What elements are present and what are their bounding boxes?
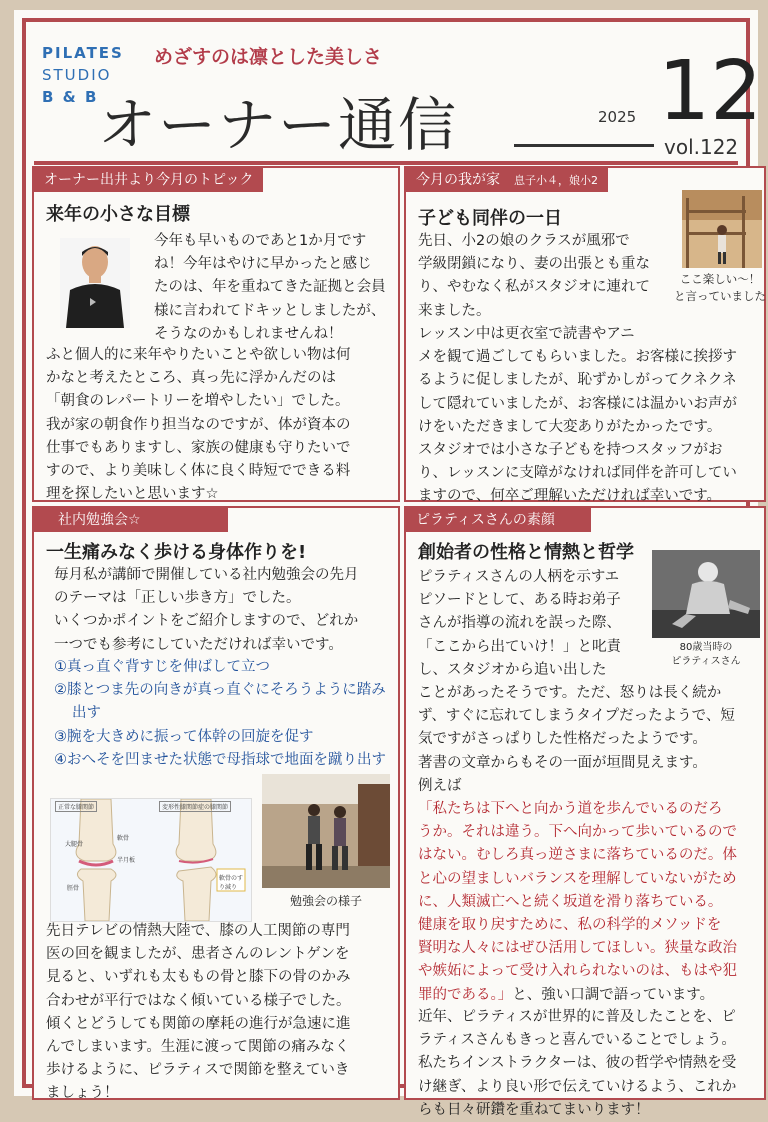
study-session-photo xyxy=(262,774,390,888)
my-home-section xyxy=(404,166,766,505)
knee-joint-diagram: 正常な膝関節 変形性膝関節症の膝関節 大腿骨 軟骨 半月板 脛骨 軟骨のすり減り xyxy=(50,798,252,922)
body-text: 先日テレビの情熱大陸で、膝の人工関節の専門 医の回を観ましたが、患者さんのレントゲンを 見ると、いずれも太ももの骨と膝下の骨のかみ 合わせが平行ではなく傾いている様子でした。 傾くとどうしても関節の摩耗の進行が急速に進 んでしまいます。生涯に渡って関節の痛みなく 歩けるように、ピラティスで関節を整えていき ましょう！ xyxy=(46,923,351,1102)
page-frame xyxy=(22,18,766,1118)
intro-text: 毎月私が講師で開催している社内勉強会の先月 のテーマは「正しい歩き方」でした。 いくつかポイントをご紹介しますので、どれか 一つでも参考にしていただければ幸いです。 xyxy=(54,567,359,653)
title-rule xyxy=(514,144,654,147)
issue-year: 2025 xyxy=(598,108,637,126)
list-item: ③腕を大きめに振って体幹の回旋を促す xyxy=(54,728,314,745)
header-divider xyxy=(34,161,738,165)
tag-subtitle: 息子小４，娘小2 xyxy=(514,174,598,187)
quote-text: 「私たちは下へと向かう道を歩んでいるのだろ うか。それは違う。下へ向かって歩いているので はない。むしろ真っ逆さまに落ちているのだ。体 と心の望ましいバランスを理解していないがため に、人類滅亡へと続く坂道を滑り落ちている。 健康を取り戻すために、私の科学的メソッドを 賢明な人々にはぜひ活用してほしい。狭量な政治 や嫉妬によって受け入れられないのは、もはや犯 罪的である。」と、強い口調で語っています。 xyxy=(418,801,737,1003)
section-tag: 今月の我が家 息子小４，娘小2 xyxy=(406,168,608,192)
intro-text: 先日、小2の娘のクラスが風邪で 学級閉鎖になり、妻の出張とも重な り、やむなく私がスタジオに連れて 来ました。 xyxy=(418,233,650,319)
body-text: ふと個人的に来年やりたいことや欲しい物は何 かなと考えたところ、真っ先に浮かんだのは 「朝食のレパートリーを増やしたい」でした。 我が家の朝食作り担当なのですが、体が資本の 仕事でもありますし、家族の健康も守りたいで すので、より美味しく体に良く時短でできる料 理を探したいと思います☆ xyxy=(46,347,351,503)
closing-text: 近年、ピラティスが世界的に普及したことを、ピ ラティスさんもきっと喜んでいることでしょう。 私たちインストラクターは、彼の哲学や情熱を受 け継ぎ、より良い形で伝えていけるよう、これか らも日々研鑽を重ねてまいります！ xyxy=(418,1009,737,1118)
slogan: めざすのは凛とした美しさ xyxy=(154,46,383,68)
studio-logo: PILATES STUDIO B & B xyxy=(42,44,124,106)
section-heading: 子ども同伴の一日 xyxy=(418,208,562,229)
photo-caption: ここ楽しい～！ と言っていました xyxy=(674,272,766,303)
list-item: ②膝とつま先の向きが真っ直ぐにそろうように踏み出す xyxy=(54,682,386,722)
section-heading: 創始者の性格と情熱と哲学 xyxy=(418,542,634,563)
newsletter-page xyxy=(14,10,766,1118)
section-tag: ピラティスさんの素顔 xyxy=(406,508,591,532)
section-heading: 一生痛みなく歩ける身体作りを! xyxy=(46,542,307,563)
newsletter-title: オーナー通信 xyxy=(98,91,459,159)
list-item: ①真っ直ぐ背すじを伸ばして立つ xyxy=(54,659,270,675)
daughter-photo xyxy=(682,190,762,268)
section-heading: 来年の小さな目標 xyxy=(46,204,190,225)
study-section xyxy=(32,506,400,1100)
intro-text: 今年も早いものであと1か月です ね！今年はやけに早かったと感じ たのは、年を重ねてきた証拠と会員 様に言われてドキッとしましたが、 そうなのかもしれませんね！ xyxy=(154,233,386,342)
issue-number: 12 xyxy=(658,44,763,139)
section-tag: 社内勉強会☆ xyxy=(34,508,228,532)
joseph-pilates-photo xyxy=(652,550,760,638)
owner-photo xyxy=(60,238,130,328)
pilates-section xyxy=(404,506,766,1118)
volume-number: vol.122 xyxy=(664,135,739,159)
owner-topic-section xyxy=(32,166,400,502)
walking-tips-list xyxy=(54,656,394,772)
photo-caption: 勉強会の様子 xyxy=(289,894,362,908)
intro-text: ピラティスさんの人柄を示すエ ピソードとして、ある時お弟子 さんが指導の流れを誤った際、 「ここから出ていけ！」と叱責 し、スタジオから追い出した xyxy=(418,569,621,678)
list-item: ④おへそを凹ませた状態で母指球で地面を蹴り出す xyxy=(54,751,386,768)
body-text: レッスン中は更衣室で読書やアニ メを観て過ごしてもらいました。お客様に挨拶す るように促しましたが、恥ずかしがってクネクネ して隠れていましたが、お客様には温かいお声が けをいただきまして大変ありがたかったです。 スタジオでは小さな子どもを持つスタッフがお り、レッスンに支障がなければ同伴を許可してい ますので、何卒ご理解いただければ幸いです。 xyxy=(418,326,737,505)
body-text: ことがあったそうです。ただ、怒りは長く続か ず、すぐに忘れてしまうタイプだったようで、短 気ですがさっぱりした性格だったようです。 著書の文章からもその一面が垣間見えます。 例えば xyxy=(418,685,735,794)
section-tag: オーナー出井より今月のトピック xyxy=(34,168,263,192)
photo-caption: 80歳当時の ピラティスさん xyxy=(671,642,741,667)
